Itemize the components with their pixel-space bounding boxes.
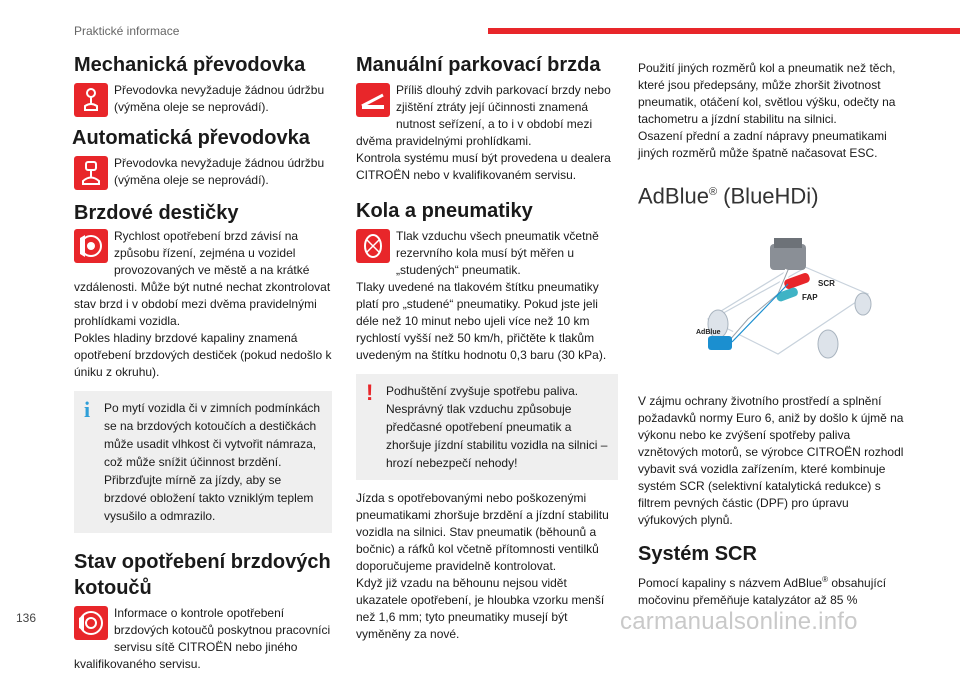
heading-brake-pads: Brzdové destičky bbox=[74, 202, 239, 224]
info-note-text: Po mytí vozidla či v zimních podmínkách se na brzdových kotoučích a destičkách může usadit vlhkost či vytvořit námraza, což může snížit účinnost brzdění. Přibrzďujte mírně za jízdy, aby se brzdové obložení takto vzniklým teplem vysušilo a odmrazilo. bbox=[104, 401, 321, 523]
heading-parking-brake: Manuální parkovací brzda bbox=[356, 54, 601, 76]
text-wheel-sizes: Použití jiných rozměrů kol a pneumatik než těch, které jsou předepsány, může zhoršit životnost pneumatik, otáčení kol, světlou výšku, odečty na tachometru a jízdní stabilitu na silnici. bbox=[638, 61, 896, 126]
info-note bbox=[74, 391, 332, 533]
text-tyre-label: Tlaky uvedené na tlakovém štítku pneumatiky platí pro „studené“ pneumatiky. Pokud jste jeli déle než 10 minut nebo ujeli více než 10 km rychlostí vyšší než 50 km/h, přičtěte k tlakům uvedeným na štítku hodnotu 0,3 baru (30 kPa). bbox=[356, 280, 607, 362]
gear-shift-icon bbox=[74, 83, 108, 117]
text-tyre-pressure: Tlak vzduchu všech pneumatik včetně rezervního kola musí být měřen u „studených“ pneumatik. bbox=[396, 229, 599, 277]
section-brake-discs bbox=[74, 549, 332, 673]
label-adblue: AdBlue bbox=[696, 329, 721, 337]
heading-brake-discs: Stav opotřebení brzdových kotoučů bbox=[74, 551, 331, 599]
heading-adblue-suffix: (BlueHDi) bbox=[717, 183, 819, 209]
column-3 bbox=[638, 60, 908, 609]
section-tyres bbox=[356, 198, 618, 364]
header-accent-bar bbox=[488, 28, 960, 34]
adblue-tank bbox=[708, 336, 732, 350]
section-parking-brake bbox=[356, 52, 618, 184]
text-brake-fluid: Pokles hladiny brzdové kapaliny znamená opotřebení brzdových destiček (pokud nedošlo k úniku z okruhu). bbox=[74, 331, 332, 379]
column-2 bbox=[356, 52, 618, 643]
label-fap: FAP bbox=[802, 293, 818, 303]
heading-manual-gearbox: Mechanická převodovka bbox=[74, 54, 306, 76]
auto-gear-icon bbox=[74, 156, 108, 190]
text-brake-discs: Informace o kontrole opotřebení brzdových kotoučů poskytnou pracovníci servisu sítě CITROËN nebo jiného kvalifikovaného servisu. bbox=[74, 606, 331, 671]
rear-wheel bbox=[818, 330, 838, 358]
heading-auto-gearbox: Automatická převodovka bbox=[72, 127, 310, 149]
heading-tyres: Kola a pneumatiky bbox=[356, 200, 533, 222]
brake-disc-icon bbox=[74, 606, 108, 640]
text-scr-system bbox=[638, 571, 908, 609]
text-axle-sizes: Osazení přední a zadní nápravy pneumatikami jiných rozměrů může špatně načasovat ESC. bbox=[638, 129, 887, 160]
section-manual-gearbox bbox=[74, 52, 332, 119]
text-parking-brake: Příliš dlouhý zdvih parkovací brzdy nebo zjištění ztráty její účinnosti znamená nutnost seřízení, a to i v období mezi dvěma pravidelnými prohlídkami. bbox=[356, 83, 611, 148]
text-auto-gearbox: Převodovka nevyžaduje žádnou údržbu (výměna oleje se neprovádí). bbox=[114, 156, 325, 187]
rear-right-wheel bbox=[855, 293, 871, 315]
text-scr-part-a: Pomocí kapaliny s názvem AdBlue bbox=[638, 576, 823, 591]
exhaust-system-illustration bbox=[678, 224, 878, 374]
engine-block bbox=[770, 238, 806, 270]
brake-pad-icon bbox=[74, 229, 108, 263]
section-auto-gearbox bbox=[72, 125, 332, 192]
text-scr-reg: ® bbox=[822, 575, 829, 585]
heading-scr-system: Systém SCR bbox=[638, 543, 757, 566]
page-number: 136 bbox=[16, 611, 37, 625]
text-adblue-intro: V zájmu ochrany životního prostředí a splnění požadavků normy Euro 6, aniž by došlo k újmě na výkonu nebo ke zvýšení spotřeby paliva vznětových motorů, se výrobce CITROËN rozhodl vybavit svá vozidla zařízením, které kombinuje systém SCR (selektivní katalytická redukce) s filtrem pevných částic (DPF) pro úpravu výfukových plynů. bbox=[638, 394, 904, 528]
heading-adblue-reg: ® bbox=[708, 186, 718, 198]
text-brake-pads: Rychlost opotřebení brzd závisí na způsobu řízení, zejména u vozidel provozovaných ve městě a na krátké vzdálenosti. Může být nutné nechat zkontrolovat stav brzd i v období mezi dvěma pravidelnými prohlídkami vozidla. bbox=[74, 229, 331, 328]
parking-brake-icon bbox=[356, 83, 390, 117]
watermark: carmanualsonline.info bbox=[620, 608, 858, 635]
warning-note-text: Podhuštění zvyšuje spotřebu paliva. Nesprávný tlak vzduchu způsobuje předčasné opotřebení pneumatik a zhoršuje jízdní stabilitu vozidla na silnici – hrozí nebezpečí nehody! bbox=[386, 384, 608, 470]
label-scr: SCR bbox=[818, 279, 835, 289]
warning-note bbox=[356, 374, 618, 480]
info-icon: i bbox=[84, 397, 91, 422]
text-scr-part-b: obsahující močovinu přeměňuje katalyzátor až 85 % bbox=[638, 576, 887, 608]
text-wear-indicators: Když již vzadu na běhounu nejsou vidět ukazatele opotřebení, je hloubka vzorku menší než 1,6 mm; tyto pneumatiky musejí být vyměněny za nové. bbox=[356, 576, 605, 641]
section-brake-pads bbox=[74, 200, 332, 381]
text-parking-brake-check: Kontrola systému musí být provedena u dealera CITROËN nebo v kvalifikovaném servisu. bbox=[356, 151, 611, 182]
tyre-icon bbox=[356, 229, 390, 263]
heading-adblue bbox=[638, 178, 908, 210]
running-header: Praktické informace bbox=[74, 24, 180, 38]
warning-icon: ! bbox=[366, 380, 374, 405]
heading-adblue-name: AdBlue bbox=[638, 183, 709, 209]
column-1 bbox=[74, 52, 332, 673]
text-manual-gearbox: Převodovka nevyžaduje žádnou údržbu (výměna oleje se neprovádí). bbox=[114, 83, 325, 114]
text-worn-tyres: Jízda s opotřebovanými nebo poškozenými pneumatikami zhoršuje brzdění a jízdní stabilitu vozidla na silnici. Stav pneumatik (běhounů a bočnic) a ráfků kol včetně přítomnosti ventilků doporučujeme pravidelně kontrolovat. bbox=[356, 491, 609, 573]
